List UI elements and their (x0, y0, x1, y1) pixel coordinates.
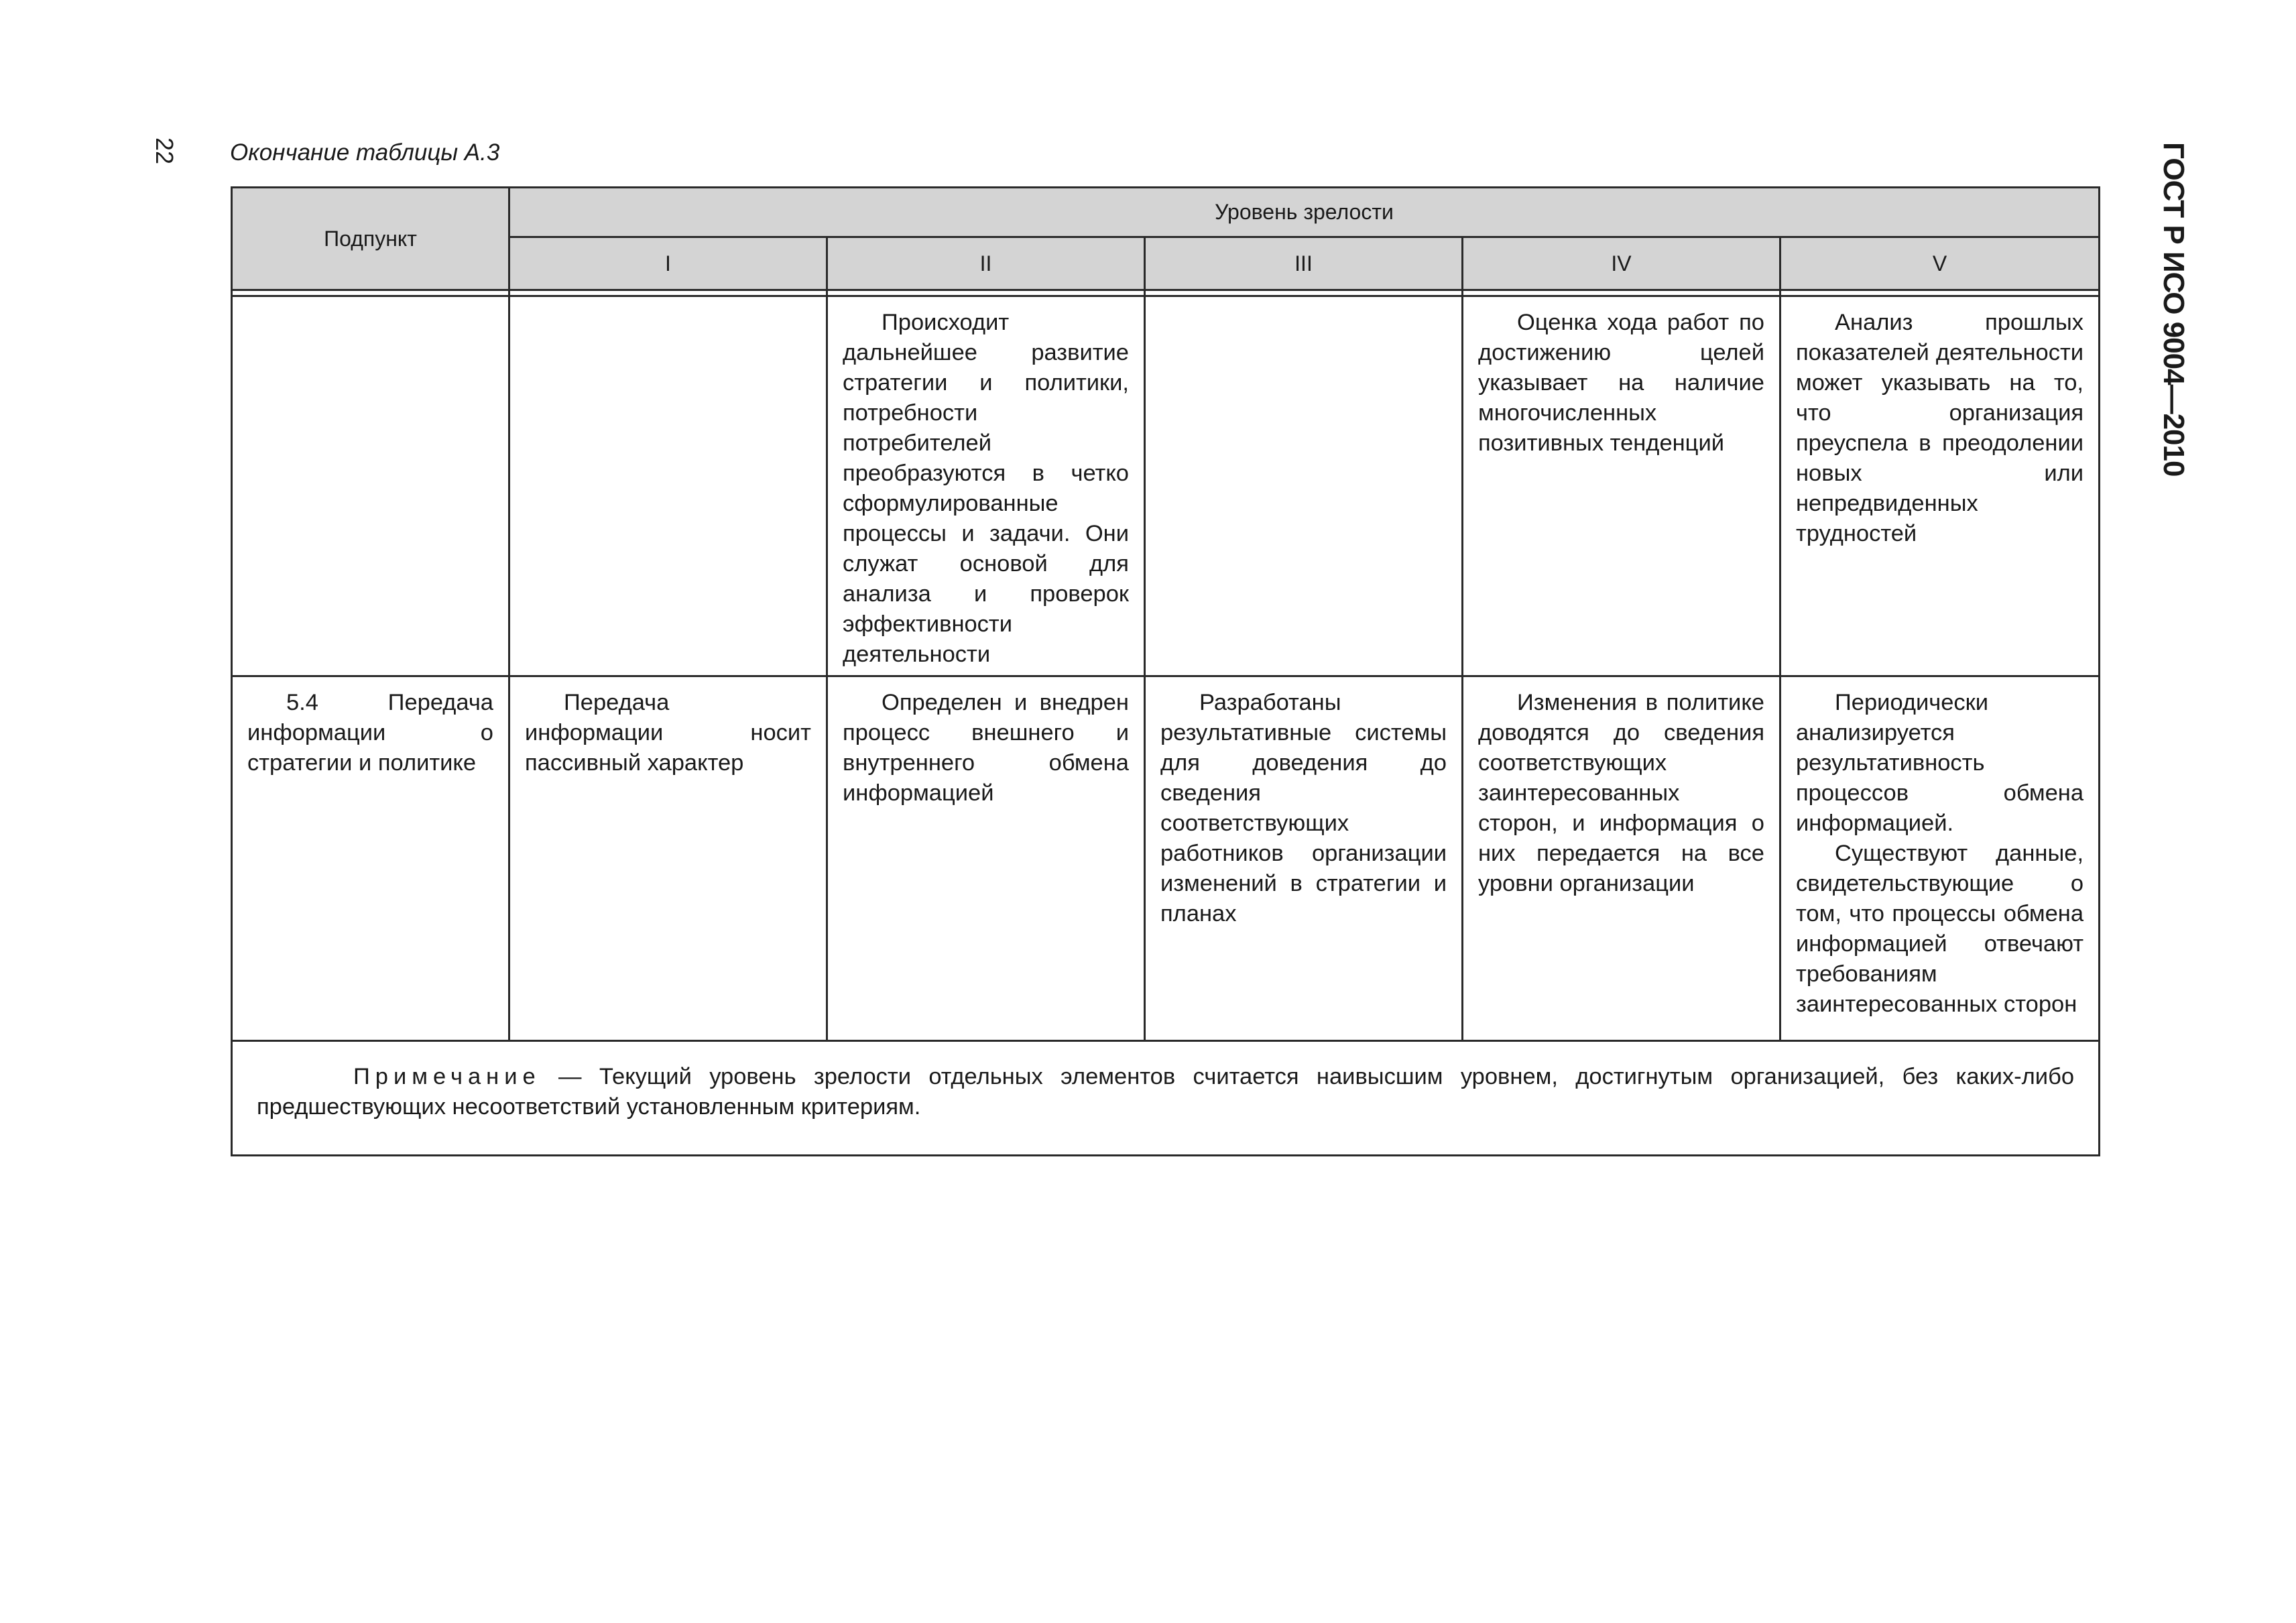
level-3-cell: Разработаны результативные системы для доведения до сведения соответствующих работников организации изменений в стратегии и планах (1145, 676, 1463, 1041)
note-row (232, 1041, 2100, 1156)
level-5-paragraph: Периодически анализируется результативность процессов обмена информацией. (1796, 690, 2084, 836)
note-label: Примечание (353, 1064, 541, 1089)
table-note (232, 1041, 2100, 1156)
level-2-cell: Происходит дальнейшее развитие стратегии и политики, потребности потребителей преобразуются в четко сформулированные процессы и задачи. Они служат основой для анализа и проверок эффективности деятельности (827, 296, 1145, 676)
row-subclause-cell: 5.4 Передача информации о стратегии и политике (232, 676, 509, 1041)
table-caption: Окончание таблицы А.3 (230, 139, 500, 166)
header-level-2: II (827, 237, 1145, 290)
header-level-5: V (1780, 237, 2100, 290)
maturity-table (231, 186, 2098, 1156)
header-separator (232, 290, 2100, 296)
level-4-cell: Оценка хода работ по достижению целей указывает на наличие многочисленных позитивных тенденций (1463, 296, 1780, 676)
row-subclause-cell (232, 296, 509, 676)
table-row (232, 676, 2100, 1041)
page-number: 22 (151, 137, 178, 165)
level-5-paragraph: Существуют данные, свидетельствующие о том, что процессы обмена информацией отвечают требованиям заинтересованных сторон (1796, 841, 2084, 1017)
header-maturity-level: Уровень зрелости (509, 188, 2100, 237)
level-3-cell (1145, 296, 1463, 676)
note-text: — Текущий уровень зрелости отдельных элементов считается наивысшим уровнем, достигнутым организацией, без каких-либо предшествующих несоответствий установленным критериям. (257, 1064, 2075, 1120)
header-subclause: Подпункт (232, 188, 509, 290)
level-1-cell (509, 296, 827, 676)
level-4-cell: Изменения в политике доводятся до сведения соответствующих заинтересованных сторон, и информация о них передается на все уровни организации (1463, 676, 1780, 1041)
header-level-1: I (509, 237, 827, 290)
level-1-cell: Передача информации носит пассивный характер (509, 676, 827, 1041)
header-level-3: III (1145, 237, 1463, 290)
document-code: ГОСТ Р ИСО 9004—2010 (2157, 142, 2190, 477)
header-level-4: IV (1463, 237, 1780, 290)
level-2-cell: Определен и внедрен процесс внешнего и внутреннего обмена информацией (827, 676, 1145, 1041)
level-5-cell: Анализ прошлых показателей деятельности может указывать на то, что организация преуспела в преодолении новых или непредвиденных трудностей (1780, 296, 2100, 676)
level-5-cell (1780, 676, 2100, 1041)
table-row (232, 296, 2100, 676)
